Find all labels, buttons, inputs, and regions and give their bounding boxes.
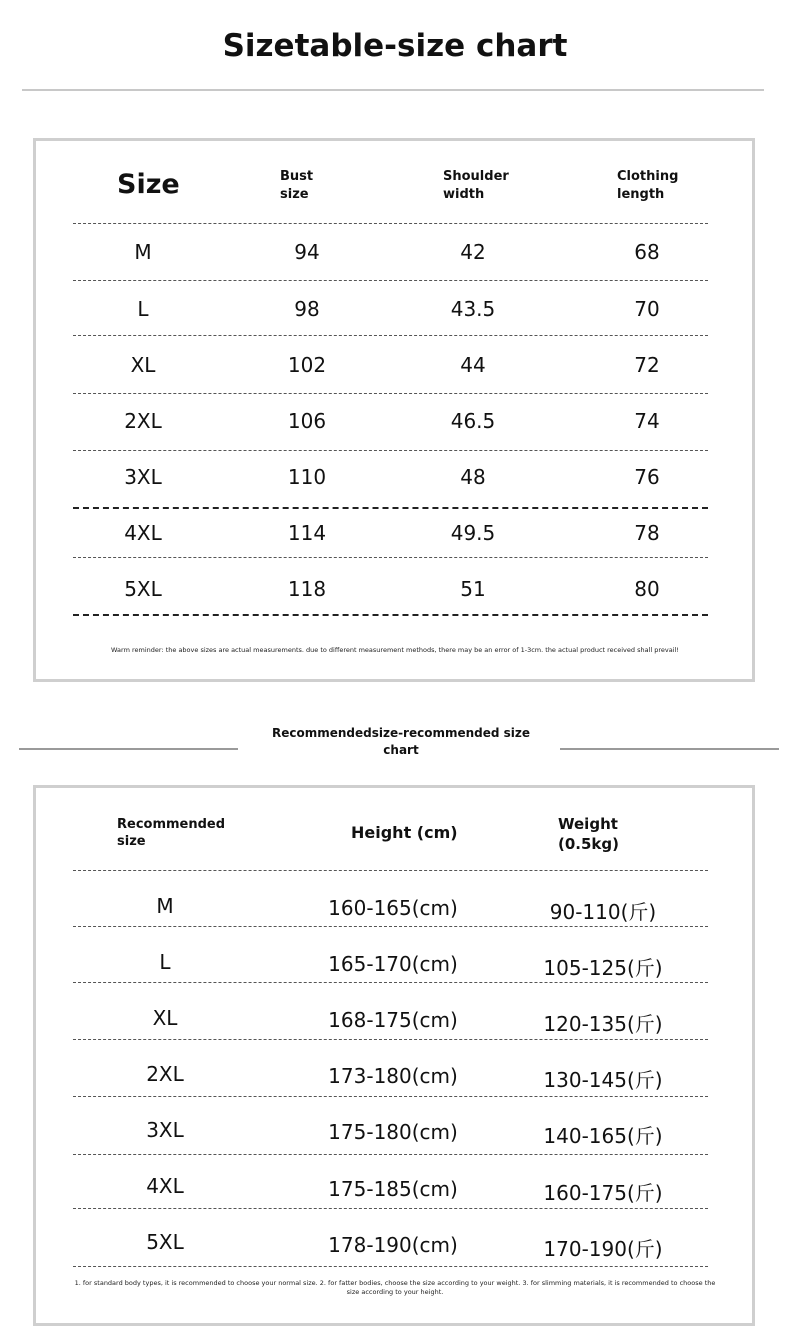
cell-length: 72 xyxy=(634,353,660,377)
cell-length: 70 xyxy=(634,297,660,321)
cell-weight: 160-175(斤) xyxy=(543,1181,663,1205)
row-divider xyxy=(73,982,708,983)
cell-size: 5XL xyxy=(124,577,162,601)
cell-bust: 110 xyxy=(287,465,327,489)
row-divider xyxy=(73,507,708,509)
row-divider xyxy=(73,450,708,451)
cell-bust: 94 xyxy=(294,240,320,264)
cell-height: 165-170(cm) xyxy=(328,952,458,976)
cell-height: 175-180(cm) xyxy=(328,1120,458,1144)
cell-size: XL xyxy=(130,353,156,377)
cell-size: L xyxy=(159,950,171,974)
cell-length: 78 xyxy=(634,521,660,545)
row-divider xyxy=(73,1208,708,1209)
cell-size: 5XL xyxy=(146,1230,184,1254)
section-divider-right xyxy=(560,748,779,750)
cell-weight: 170-190(斤) xyxy=(543,1237,663,1261)
cell-size: M xyxy=(156,894,174,918)
cell-shoulder: 42 xyxy=(460,240,486,264)
cell-size: 2XL xyxy=(124,409,162,433)
row-divider xyxy=(73,1266,708,1267)
cell-size: 3XL xyxy=(146,1118,184,1142)
page-title: Sizetable-size chart xyxy=(222,28,568,64)
row-divider xyxy=(73,335,708,336)
cell-shoulder: 43.5 xyxy=(450,297,496,321)
row-divider xyxy=(73,557,708,558)
cell-length: 76 xyxy=(634,465,660,489)
title-divider xyxy=(22,89,764,91)
size-table-note: Warm reminder: the above sizes are actual measurements. due to different measurement methods, there may be an error of 1-3cm. the actual product received shall prevail! xyxy=(111,646,679,654)
row-divider xyxy=(73,614,708,616)
row-divider xyxy=(73,926,708,927)
cell-size: 4XL xyxy=(124,521,162,545)
cell-size: M xyxy=(134,240,152,264)
cell-length: 74 xyxy=(634,409,660,433)
cell-size: XL xyxy=(152,1006,178,1030)
cell-height: 173-180(cm) xyxy=(328,1064,458,1088)
cell-size: L xyxy=(137,297,149,321)
cell-size: 2XL xyxy=(146,1062,184,1086)
header-clothing-length: Clothing length xyxy=(617,169,679,202)
cell-height: 175-185(cm) xyxy=(328,1177,458,1201)
cell-shoulder: 49.5 xyxy=(450,521,496,545)
row-divider xyxy=(73,1039,708,1040)
cell-size: 3XL xyxy=(124,465,162,489)
header-shoulder-width: Shoulder width xyxy=(443,169,509,202)
cell-height: 168-175(cm) xyxy=(328,1008,458,1032)
cell-size: 4XL xyxy=(146,1174,184,1198)
row-divider xyxy=(73,1096,708,1097)
cell-weight: 130-145(斤) xyxy=(543,1068,663,1092)
header-size: Size xyxy=(117,169,180,200)
cell-weight: 90-110(斤) xyxy=(549,900,657,924)
header-weight: Weight (0.5kg) xyxy=(558,815,619,853)
cell-bust: 106 xyxy=(287,409,327,433)
row-divider xyxy=(73,1154,708,1155)
cell-length: 68 xyxy=(634,240,660,264)
cell-weight: 105-125(斤) xyxy=(543,956,663,980)
header-height: Height (cm) xyxy=(351,823,458,842)
cell-height: 160-165(cm) xyxy=(328,896,458,920)
cell-shoulder: 44 xyxy=(460,353,486,377)
cell-bust: 118 xyxy=(287,577,327,601)
cell-bust: 102 xyxy=(287,353,327,377)
section-divider-left xyxy=(19,748,238,750)
cell-shoulder: 48 xyxy=(460,465,486,489)
row-divider xyxy=(73,280,708,281)
cell-weight: 120-135(斤) xyxy=(543,1012,663,1036)
row-divider xyxy=(73,870,708,871)
header-bust-size: Bust size xyxy=(280,169,314,202)
cell-bust: 98 xyxy=(294,297,320,321)
row-divider xyxy=(73,223,708,224)
cell-length: 80 xyxy=(634,577,660,601)
cell-height: 178-190(cm) xyxy=(328,1233,458,1257)
row-divider xyxy=(73,393,708,394)
cell-weight: 140-165(斤) xyxy=(543,1124,663,1148)
recommended-section-title: Recommendedsize-recommended size chart xyxy=(271,726,531,757)
cell-shoulder: 46.5 xyxy=(450,409,496,433)
cell-bust: 114 xyxy=(287,521,327,545)
cell-shoulder: 51 xyxy=(460,577,486,601)
recommended-table-note: 1. for standard body types, it is recommended to choose your normal size. 2. for fatter bodies, choose the size according to your weight. 3. for slimming materials, it is recommended to choose the size according to your height. xyxy=(74,1279,716,1296)
header-recommended-size: Recommended size xyxy=(117,817,226,849)
